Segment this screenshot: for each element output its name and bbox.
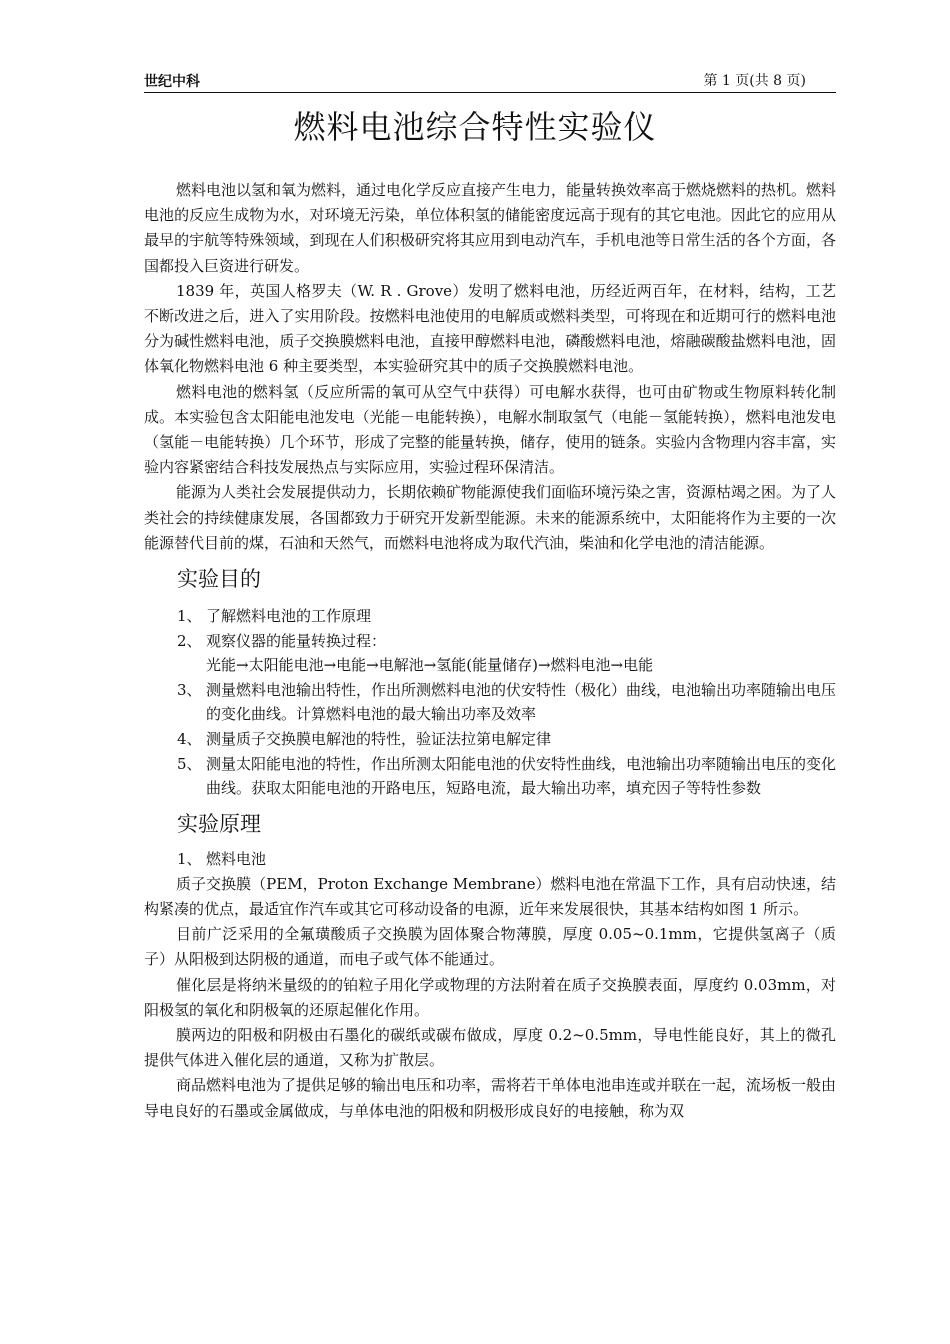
header-company: 世纪中科 [144, 74, 200, 90]
list-number: 1、 [177, 607, 202, 626]
page-header [144, 68, 836, 93]
list-text: 测量太阳能电池的特性，作出所测太阳能电池的伏安特性曲线，电池输出功率随输出电压的变化曲线。获取太阳能电池的开路电压，短路电流，最大输出功率，填充因子等特性参数 [206, 754, 837, 798]
list-number: 2、 [177, 631, 202, 650]
principle-paragraph: 商品燃料电池为了提供足够的输出电压和功率，需将若干单体电池串连或并联在一起，流场板一般由导电良好的石墨或金属做成，与单体电池的阳极和阴极形成良好的电接触，称为双 [144, 1076, 837, 1120]
list-number: 4、 [177, 730, 202, 749]
list-item [144, 678, 836, 727]
list-number: 3、 [177, 680, 202, 699]
principle-paragraph: 质子交换膜（PEM，Proton Exchange Membrane）燃料电池在常温下工作，具有启动快速，结构紧凑的优点，最适宜作汽车或其它可移动设备的电源，近年来发展很快，其基本结构如图 1 所示。 [144, 874, 836, 918]
principle-paragraph: 膜两边的阳极和阴极由石墨化的碳纸或碳布做成，厚度 0.2~0.5mm，导电性能良好，其上的微孔提供气体进入催化层的通道，又称为扩散层。 [144, 1026, 836, 1070]
subsection-title [144, 847, 836, 872]
document-title: 燃料电池综合特性实验仪 [293, 108, 657, 146]
intro-paragraph: 1839 年，英国人格罗夫（W. R . Grove）发明了燃料电池，历经近两百年，在材料，结构，工艺不断改进之后，进入了实用阶段。按燃料电池使用的电解质或燃料类型，可将现在和近期可行的燃料电池分为碱性燃料电池，质子交换膜燃料电池，直接甲醇燃料电池，磷酸燃料电池，熔融碳酸盐燃料电池，固体氧化物燃料电池 6 种主要类型，本实验研究其中的质子交换膜燃料电池。 [144, 281, 836, 376]
subsection-text: 燃料电池 [206, 849, 267, 868]
intro-paragraph: 燃料电池的燃料氢（反应所需的氧可从空气中获得）可电解水获得，也可由矿物或生物原料转化制成。本实验包含太阳能电池发电（光能－电能转换），电解水制取氢气（电能－氢能转换），燃料电池发电（氢能－电能转换）几个环节，形成了完整的能量转换，储存，使用的链条。实验内含物理内容丰富，实验内容紧密结合科技发展热点与实际应用，实验过程环保清洁。 [144, 382, 836, 477]
header-page-number: 第 1 页(共 8 页) [703, 73, 806, 89]
list-item [144, 727, 836, 752]
list-item [144, 604, 836, 629]
list-text: 测量燃料电池输出特性，作出所测燃料电池的伏安特性（极化）曲线，电池输出功率随输出电压的变化曲线。计算燃料电池的最大输出功率及效率 [206, 680, 837, 724]
document-body [144, 178, 836, 1124]
list-text: 测量质子交换膜电解池的特性，验证法拉第电解定律 [206, 730, 552, 749]
section-heading-principle: 实验原理 [177, 811, 261, 836]
principle-paragraph: 目前广泛采用的全氟璜酸质子交换膜为固体聚合物薄膜，厚度 0.05~0.1mm，它提供氢离子（质子）从阳极到达阴极的通道，而电子或气体不能通过。 [144, 925, 836, 969]
list-item [144, 629, 836, 654]
intro-paragraph: 燃料电池以氢和氧为燃料，通过电化学反应直接产生电力，能量转换效率高于燃烧燃料的热机。燃料电池的反应生成物为水，对环境无污染，单位体积氢的储能密度远高于现有的其它电池。因此它的应用从最早的宇航等特殊领域，到现在人们积极研究将其应用到电动汽车，手机电池等日常生活的各个方面，各国都投入巨资进行研发。 [144, 181, 837, 275]
list-text: 观察仪器的能量转换过程： [206, 631, 387, 650]
intro-paragraph: 能源为人类社会发展提供动力，长期依赖矿物能源使我们面临环境污染之害，资源枯竭之困。为了人类社会的持续健康发展，各国都致力于研究开发新型能源。未来的能源系统中，太阳能将作为主要的一次能源替代目前的煤，石油和天然气，而燃料电池将成为取代汽油，柴油和化学电池的清洁能源。 [144, 483, 837, 552]
principle-subsection [144, 847, 836, 872]
purpose-list [144, 604, 836, 801]
subsection-number: 1、 [177, 849, 202, 868]
section-heading-purpose: 实验目的 [177, 567, 261, 592]
list-text: 了解燃料电池的工作原理 [206, 607, 372, 626]
list-item [144, 752, 836, 801]
list-number: 5、 [177, 754, 202, 773]
energy-chain-line: 光能→太阳能电池→电能→电解池→氢能(能量储存)→燃料电池→电能 [206, 656, 654, 675]
principle-paragraph: 催化层是将纳米量级的的铂粒子用化学或物理的方法附着在质子交换膜表面，厚度约 0.03mm，对阳极氢的氧化和阴极氧的还原起催化作用。 [144, 975, 836, 1019]
